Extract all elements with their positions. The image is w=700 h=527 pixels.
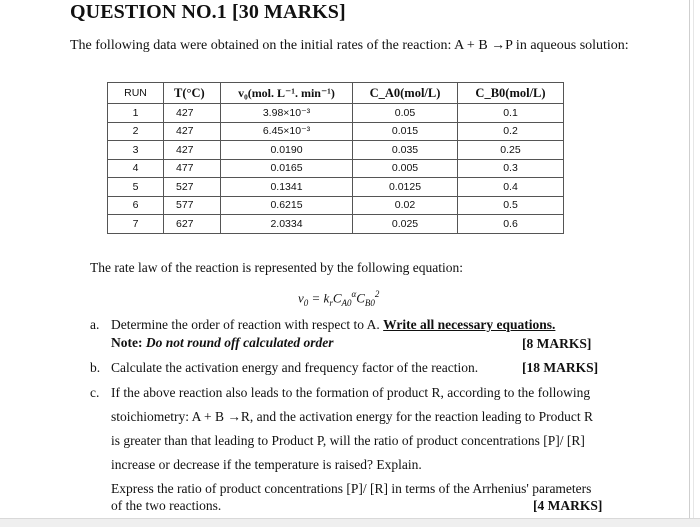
eq-v: v	[298, 290, 304, 306]
header-ca0: C_A0(mol/L)	[353, 83, 458, 104]
item-a-underlined: Write all necessary equations.	[383, 317, 556, 332]
page-edge-line	[693, 0, 694, 526]
eq-ca-exp: α	[351, 289, 357, 299]
cell-temperature: 477	[164, 159, 221, 178]
eq-ca-sub: A0	[341, 297, 352, 308]
cell-temperature: 427	[164, 104, 221, 123]
cell-rate: 2.0334	[221, 215, 353, 234]
cell-run: 7	[108, 215, 164, 234]
cell-cb0: 0.3	[458, 159, 564, 178]
cell-temperature: 427	[164, 122, 221, 141]
rate-data-table	[107, 82, 564, 234]
cell-run: 3	[108, 141, 164, 160]
eq-equals-k: = k	[308, 290, 330, 306]
item-c-line2: stoichiometry: A + B →R, and the activation energy for the reaction leading to Product R	[111, 409, 594, 424]
cell-run: 1	[108, 104, 164, 123]
question-title: QUESTION NO.1 [30 MARKS]	[70, 1, 346, 23]
item-b-text: Calculate the activation energy and frequency factor of the reaction.	[111, 360, 479, 375]
cell-ca0: 0.015	[353, 122, 458, 141]
note-label: Note:	[111, 335, 143, 350]
cell-rate: 0.0190	[221, 141, 353, 160]
item-a-line	[111, 317, 555, 333]
cell-rate: 0.0165	[221, 159, 353, 178]
cell-ca0: 0.02	[353, 196, 458, 215]
cell-temperature: 627	[164, 215, 221, 234]
cell-cb0: 0.5	[458, 196, 564, 215]
table-row	[108, 178, 564, 197]
eq-cb-sub: B0	[364, 297, 375, 308]
item-c-marker: c.	[90, 385, 100, 400]
header-run: RUN	[108, 83, 164, 104]
cell-rate: 0.1341	[221, 178, 353, 197]
cell-cb0: 0.25	[458, 141, 564, 160]
item-c-marks: [4 MARKS]	[533, 498, 603, 513]
table-row	[108, 122, 564, 141]
header-temperature: T(°C)	[164, 83, 221, 104]
item-b-marker: b.	[90, 360, 101, 375]
eq-cb-exp: 2	[374, 289, 380, 299]
cell-rate: 6.45×10⁻³	[221, 122, 353, 141]
eq-cb: C	[356, 290, 365, 306]
cell-temperature: 427	[164, 141, 221, 160]
cell-cb0: 0.4	[458, 178, 564, 197]
item-c-line5: Express the ratio of product concentrations [P]/ [R] in terms of the Arrhenius' parameters	[111, 481, 592, 496]
rate-law-equation	[298, 289, 379, 308]
cell-temperature: 577	[164, 196, 221, 215]
cell-run: 5	[108, 178, 164, 197]
page-edge-line	[689, 0, 690, 526]
cell-run: 4	[108, 159, 164, 178]
header-initial-rate: v₀(mol. L⁻¹. min⁻¹)	[221, 83, 353, 104]
cell-ca0: 0.025	[353, 215, 458, 234]
cell-rate: 0.6215	[221, 196, 353, 215]
table-row	[108, 196, 564, 215]
cell-temperature: 527	[164, 178, 221, 197]
item-a-marker: a.	[90, 317, 100, 332]
item-a-note	[111, 335, 334, 351]
note-text: Do not round off calculated order	[145, 335, 334, 350]
item-c-line1: If the above reaction also leads to the formation of product R, according to the following	[111, 385, 591, 400]
table-row	[108, 159, 564, 178]
rate-law-intro: The rate law of the reaction is represented by the following equation:	[90, 260, 463, 275]
header-cb0: C_B0(mol/L)	[458, 83, 564, 104]
cell-ca0: 0.035	[353, 141, 458, 160]
cell-cb0: 0.1	[458, 104, 564, 123]
item-c-line3: is greater than that leading to Product P, will the ratio of product concentrations [P]/ [R]	[111, 433, 585, 448]
item-a-marks: [8 MARKS]	[522, 336, 592, 351]
cell-run: 6	[108, 196, 164, 215]
cell-ca0: 0.0125	[353, 178, 458, 197]
cell-cb0: 0.6	[458, 215, 564, 234]
cell-ca0: 0.005	[353, 159, 458, 178]
eq-k-sub: r	[329, 297, 333, 308]
eq-v-sub: 0	[303, 297, 309, 308]
item-b-marks: [18 MARKS]	[522, 360, 599, 375]
item-c-line6: of the two reactions.	[111, 498, 222, 513]
cell-cb0: 0.2	[458, 122, 564, 141]
table-header-row	[108, 83, 564, 104]
table-row	[108, 104, 564, 123]
intro-text: The following data were obtained on the initial rates of the reaction: A + B →P in aqueous solution:	[70, 38, 629, 53]
table-row	[108, 141, 564, 160]
cell-ca0: 0.05	[353, 104, 458, 123]
cell-run: 2	[108, 122, 164, 141]
table-row	[108, 215, 564, 234]
eq-ca: C	[332, 290, 342, 306]
item-c-line4: increase or decrease if the temperature is raised? Explain.	[111, 457, 422, 472]
cell-rate: 3.98×10⁻³	[221, 104, 353, 123]
item-a-text: Determine the order of reaction with respect to A.	[111, 317, 380, 332]
